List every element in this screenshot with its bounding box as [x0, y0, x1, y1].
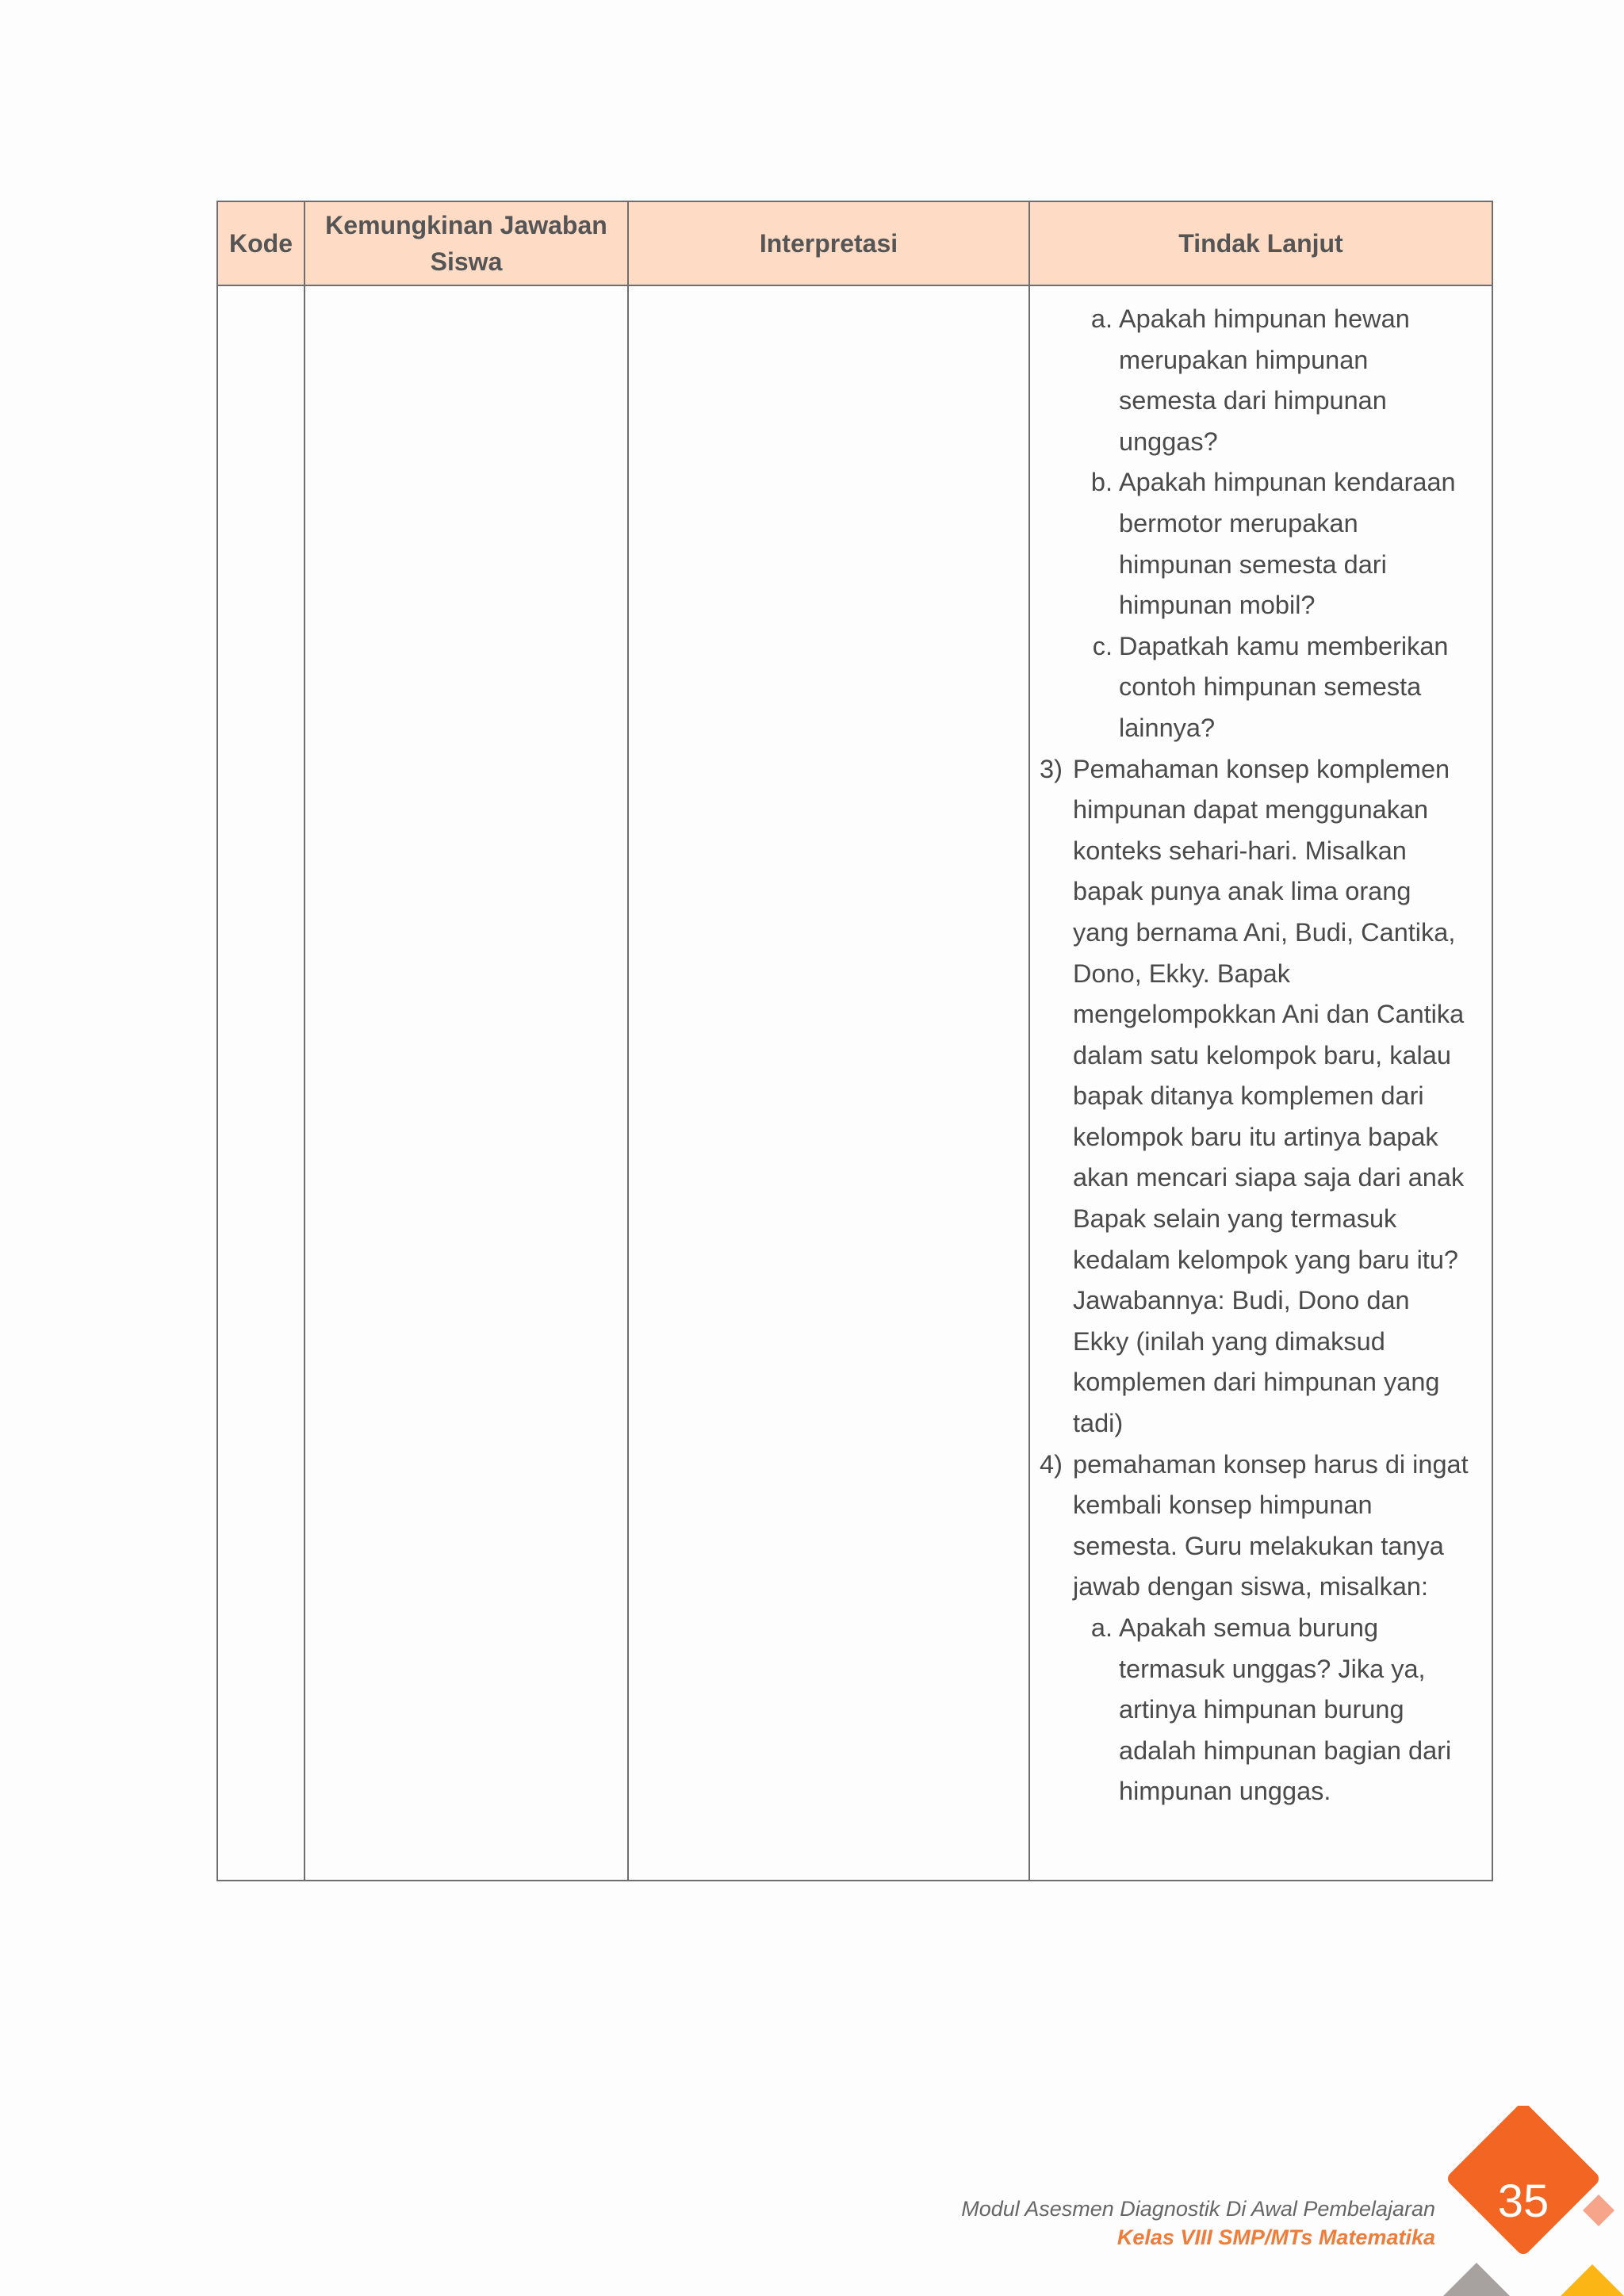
- list-item-text: Apakah himpunan kendaraan bermotor merupakan himpunan semesta dari himpunan mobil?: [1119, 468, 1456, 620]
- cell-tindak-lanjut: [1029, 285, 1492, 1881]
- header-interpretasi: Interpretasi: [628, 201, 1029, 285]
- numbered-item-text: Pemahaman konsep komplemen himpunan dapat menggunakan konteks sehari-hari. Misalkan bapak punya anak lima orang yang bernama Ani, Budi, Cantika, Dono, Ekky. Bapak mengelompokkan Ani dan Cantika dalam satu kelompok baru, kalau bapak ditanya komplemen dari kelompok baru itu artinya bapak akan mencari siapa saja dari anak Bapak selain yang termasuk kedalam kelompok yang baru itu? Jawabannya: Budi, Dono dan Ekky (inilah yang dimaksud komplemen dari himpunan yang tadi): [1073, 754, 1465, 1438]
- cell-interpretasi: [628, 285, 1029, 1881]
- numbered-item-4: [1040, 1445, 1471, 1608]
- cell-kode: [217, 285, 304, 1881]
- yellow-diamond-shape: [1561, 2264, 1624, 2296]
- list-marker: 3): [1040, 754, 1063, 783]
- list-item-text: Apakah himpunan hewan merupakan himpunan semesta dari himpunan unggas?: [1119, 304, 1410, 456]
- header-kode: Kode: [217, 201, 304, 285]
- list-item-text: Dapatkah kamu memberikan contoh himpunan semesta lainnya?: [1119, 631, 1449, 742]
- list-item: [1040, 462, 1471, 626]
- gray-diamond-shape: [1443, 2263, 1510, 2296]
- footer-class-subject: Kelas VIII SMP/MTs Matematika: [1116, 2225, 1435, 2249]
- cell-jawaban: [304, 285, 628, 1881]
- table-row: [217, 285, 1492, 1881]
- list-item: [1040, 299, 1471, 462]
- list-marker: 4): [1040, 1449, 1063, 1479]
- list-marker: a.: [1090, 304, 1113, 333]
- tindak-lanjut-content: [1030, 286, 1492, 1812]
- list-marker: a.: [1090, 1613, 1113, 1642]
- list-item-text: Apakah semua burung termasuk unggas? Jika ya, artinya himpunan burung adalah himpunan bagian dari himpunan unggas.: [1119, 1613, 1452, 1806]
- header-kemungkinan-jawaban: Kemungkinan Jawaban Siswa: [304, 201, 628, 285]
- footer-module-title: Modul Asesmen Diagnostik Di Awal Pembelajaran: [961, 2197, 1435, 2221]
- assessment-table: [216, 201, 1493, 1881]
- header-tindak-lanjut: Tindak Lanjut: [1029, 201, 1492, 285]
- list-marker: b.: [1090, 468, 1113, 497]
- list-marker: c.: [1092, 631, 1113, 660]
- list-item: [1040, 1608, 1471, 1812]
- numbered-item-3: [1040, 749, 1471, 1445]
- list-item: [1040, 626, 1471, 749]
- page-number: 35: [1497, 2175, 1549, 2227]
- table-header-row: [217, 201, 1492, 285]
- footer: [961, 2195, 1435, 2252]
- numbered-item-text: pemahaman konsep harus di ingat kembali konsep himpunan semesta. Guru melakukan tanya jawab dengan siswa, misalkan:: [1073, 1449, 1469, 1601]
- small-peach-diamond-shape: [1583, 2195, 1614, 2226]
